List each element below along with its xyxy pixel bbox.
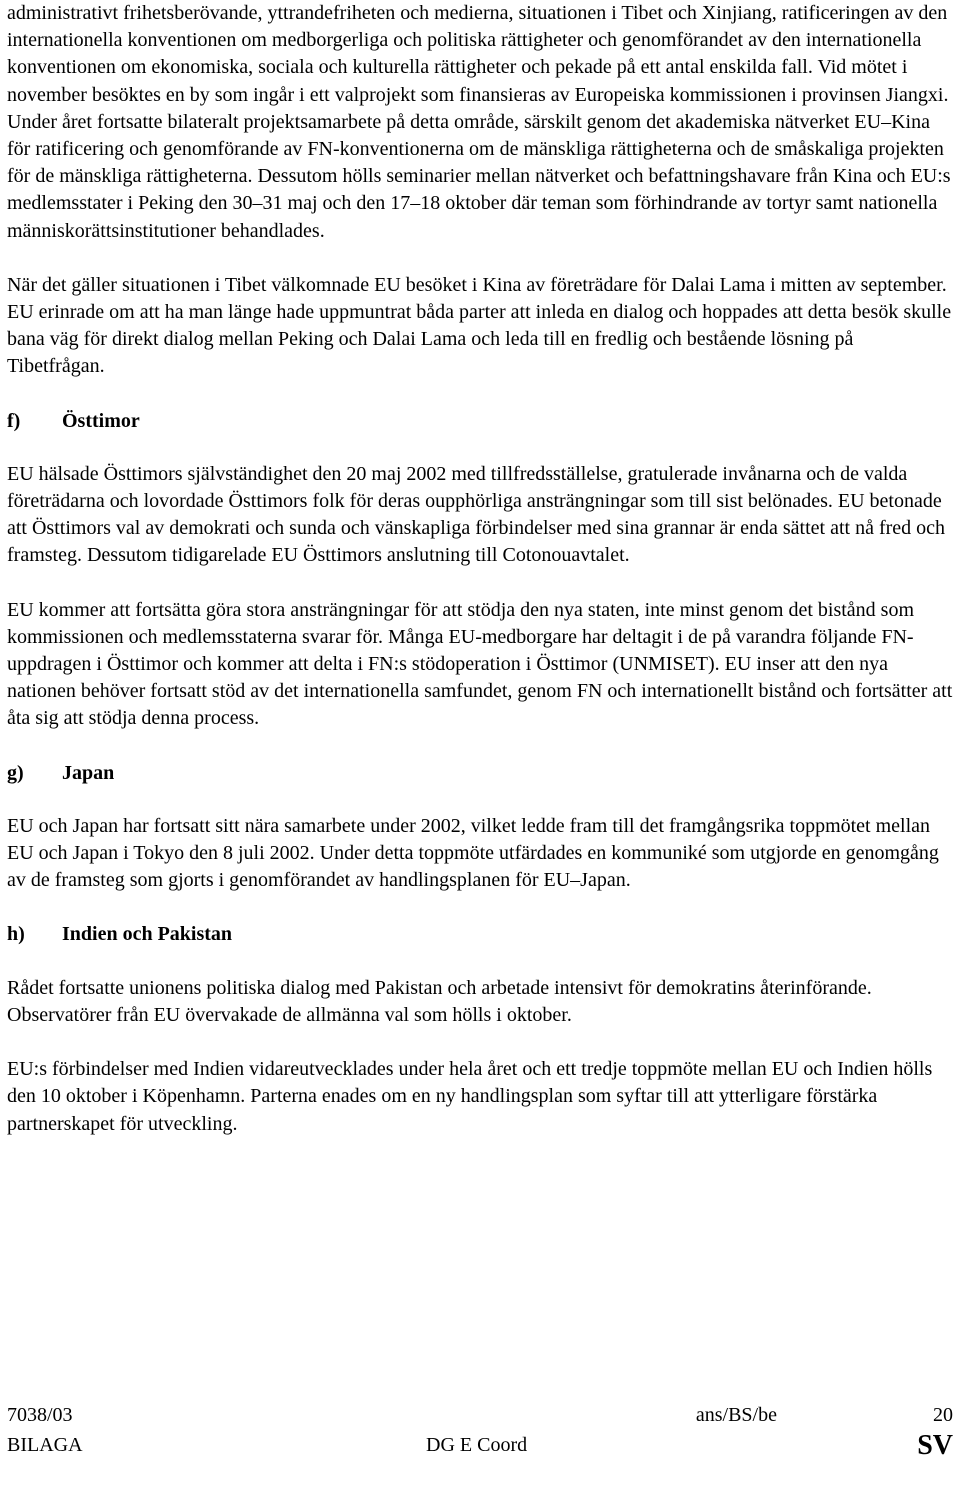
section-letter: g) xyxy=(7,761,24,784)
paragraph: EU:s förbindelser med Indien vidareutvecklades under hela året och ett tredje toppmöte mellan EU och Indien hölls den 10 oktober i Köpenhamn. Parterna enades om en ny handlingsplan som syftar till att ytterligare förstärka partnerskapet för utveckling. xyxy=(7,1058,933,1135)
section-heading-h xyxy=(7,921,953,948)
footer-row-bottom xyxy=(7,1430,953,1464)
language-code: SV xyxy=(917,1430,953,1461)
section-title: Japan xyxy=(62,761,115,784)
page-footer xyxy=(7,1404,953,1464)
paragraph: administrativt frihetsberövande, yttrandefriheten och medierna, situationen i Tibet och Xinjiang, ratificeringen av den internationella konventionen om medborgerliga och politiska rättigheter och genomförandet av den internationella konventionen om ekonomiska, sociala och kulturella rättigheter och pekade på ett antal enskilda fall. Vid mötet i november besöktes en by som ingår i ett valprojekt som finansieras av Europeiska kommissionen i provinsen Jiangxi. Under året fortsatte bilateralt projektsamarbete på detta område, särskilt genom det akademiska nätverket EU–Kina för ratificering och genomförande av FN-konventionerna om de mänskliga rättigheterna och de småskaliga projekten för de mänskliga rättigheterna. Dessutom hölls seminarier mellan nätverket och befattningshavare från Kina och EU:s medlemsstater i Peking den 30–31 maj och den 17–18 oktober där teman som förhindrande av tortyr samt nationella människorättsinstitutioner behandlades. xyxy=(7,2,951,242)
annex-label: BILAGA xyxy=(7,1434,83,1456)
section-heading-g xyxy=(7,760,953,787)
section-title: Indien och Pakistan xyxy=(62,923,233,946)
section-title: Östtimor xyxy=(62,409,140,432)
section-letter: f) xyxy=(7,409,21,432)
paragraph: Rådet fortsatte unionens politiska dialog med Pakistan och arbetade intensivt för demokratins återinförande. Observatörer från EU övervakade de allmänna val som hölls i oktober. xyxy=(7,976,872,1026)
paragraph: EU och Japan har fortsatt sitt nära samarbete under 2002, vilket ledde fram till det framgångsrika toppmötet mellan EU och Japan i Tokyo den 8 juli 2002. Under detta toppmöte utfärdades en kommuniké som utgjorde en genomgång av de framsteg som gjorts i genomförandet av handlingsplanen för EU–Japan. xyxy=(7,814,939,892)
directorate-label: DG E Coord xyxy=(426,1434,528,1456)
document-body xyxy=(7,0,953,1165)
paragraph: EU hälsade Östtimors självständighet den 20 maj 2002 med tillfredsställelse, gratulerade invånarna och de valda företrädarna och lovordade Östtimors folk för deras oupphörliga ansträngningar som till sist belönades. EU betonade att Östtimors val av demokrati och sunda och vänskapliga förbindelser med sina grannar är enda sättet att nå fred och framsteg. Dessutom tidigarelade EU Östtimors anslutning till Cotonouavtalet. xyxy=(7,462,946,567)
page-number: 20 xyxy=(933,1404,953,1426)
reference-code: ans/BS/be xyxy=(695,1404,777,1426)
section-heading-f xyxy=(7,408,953,435)
paragraph: EU kommer att fortsätta göra stora ansträngningar för att stödja den nya staten, inte minst genom det bistånd som kommissionen och medlemsstaterna svarar för. Många EU-medborgare har deltagit i de på varandra följande FN-uppdragen i Östtimor och kommer att delta i FN:s stödoperation i Östtimor (UNMISET). EU inser att den nya nationen behöver fortsatt stöd av det internationella samfundet, genom FN och internationellt bistånd och fortsätter att åta sig att stödja denna process. xyxy=(7,598,953,730)
doc-number: 7038/03 xyxy=(7,1404,73,1426)
footer-row-top xyxy=(7,1404,953,1434)
paragraph: När det gäller situationen i Tibet välkomnade EU besöket i Kina av företrädare för Dalai Lama i mitten av september. EU erinrade om att ha man länge hade uppmuntrat båda parter att inleda en dialog och hoppades att detta besök skulle bana väg för direkt dialog mellan Peking och Dalai Lama och leda till en fredlig och bestående lösning på Tibetfrågan. xyxy=(7,273,952,378)
section-letter: h) xyxy=(7,923,25,946)
